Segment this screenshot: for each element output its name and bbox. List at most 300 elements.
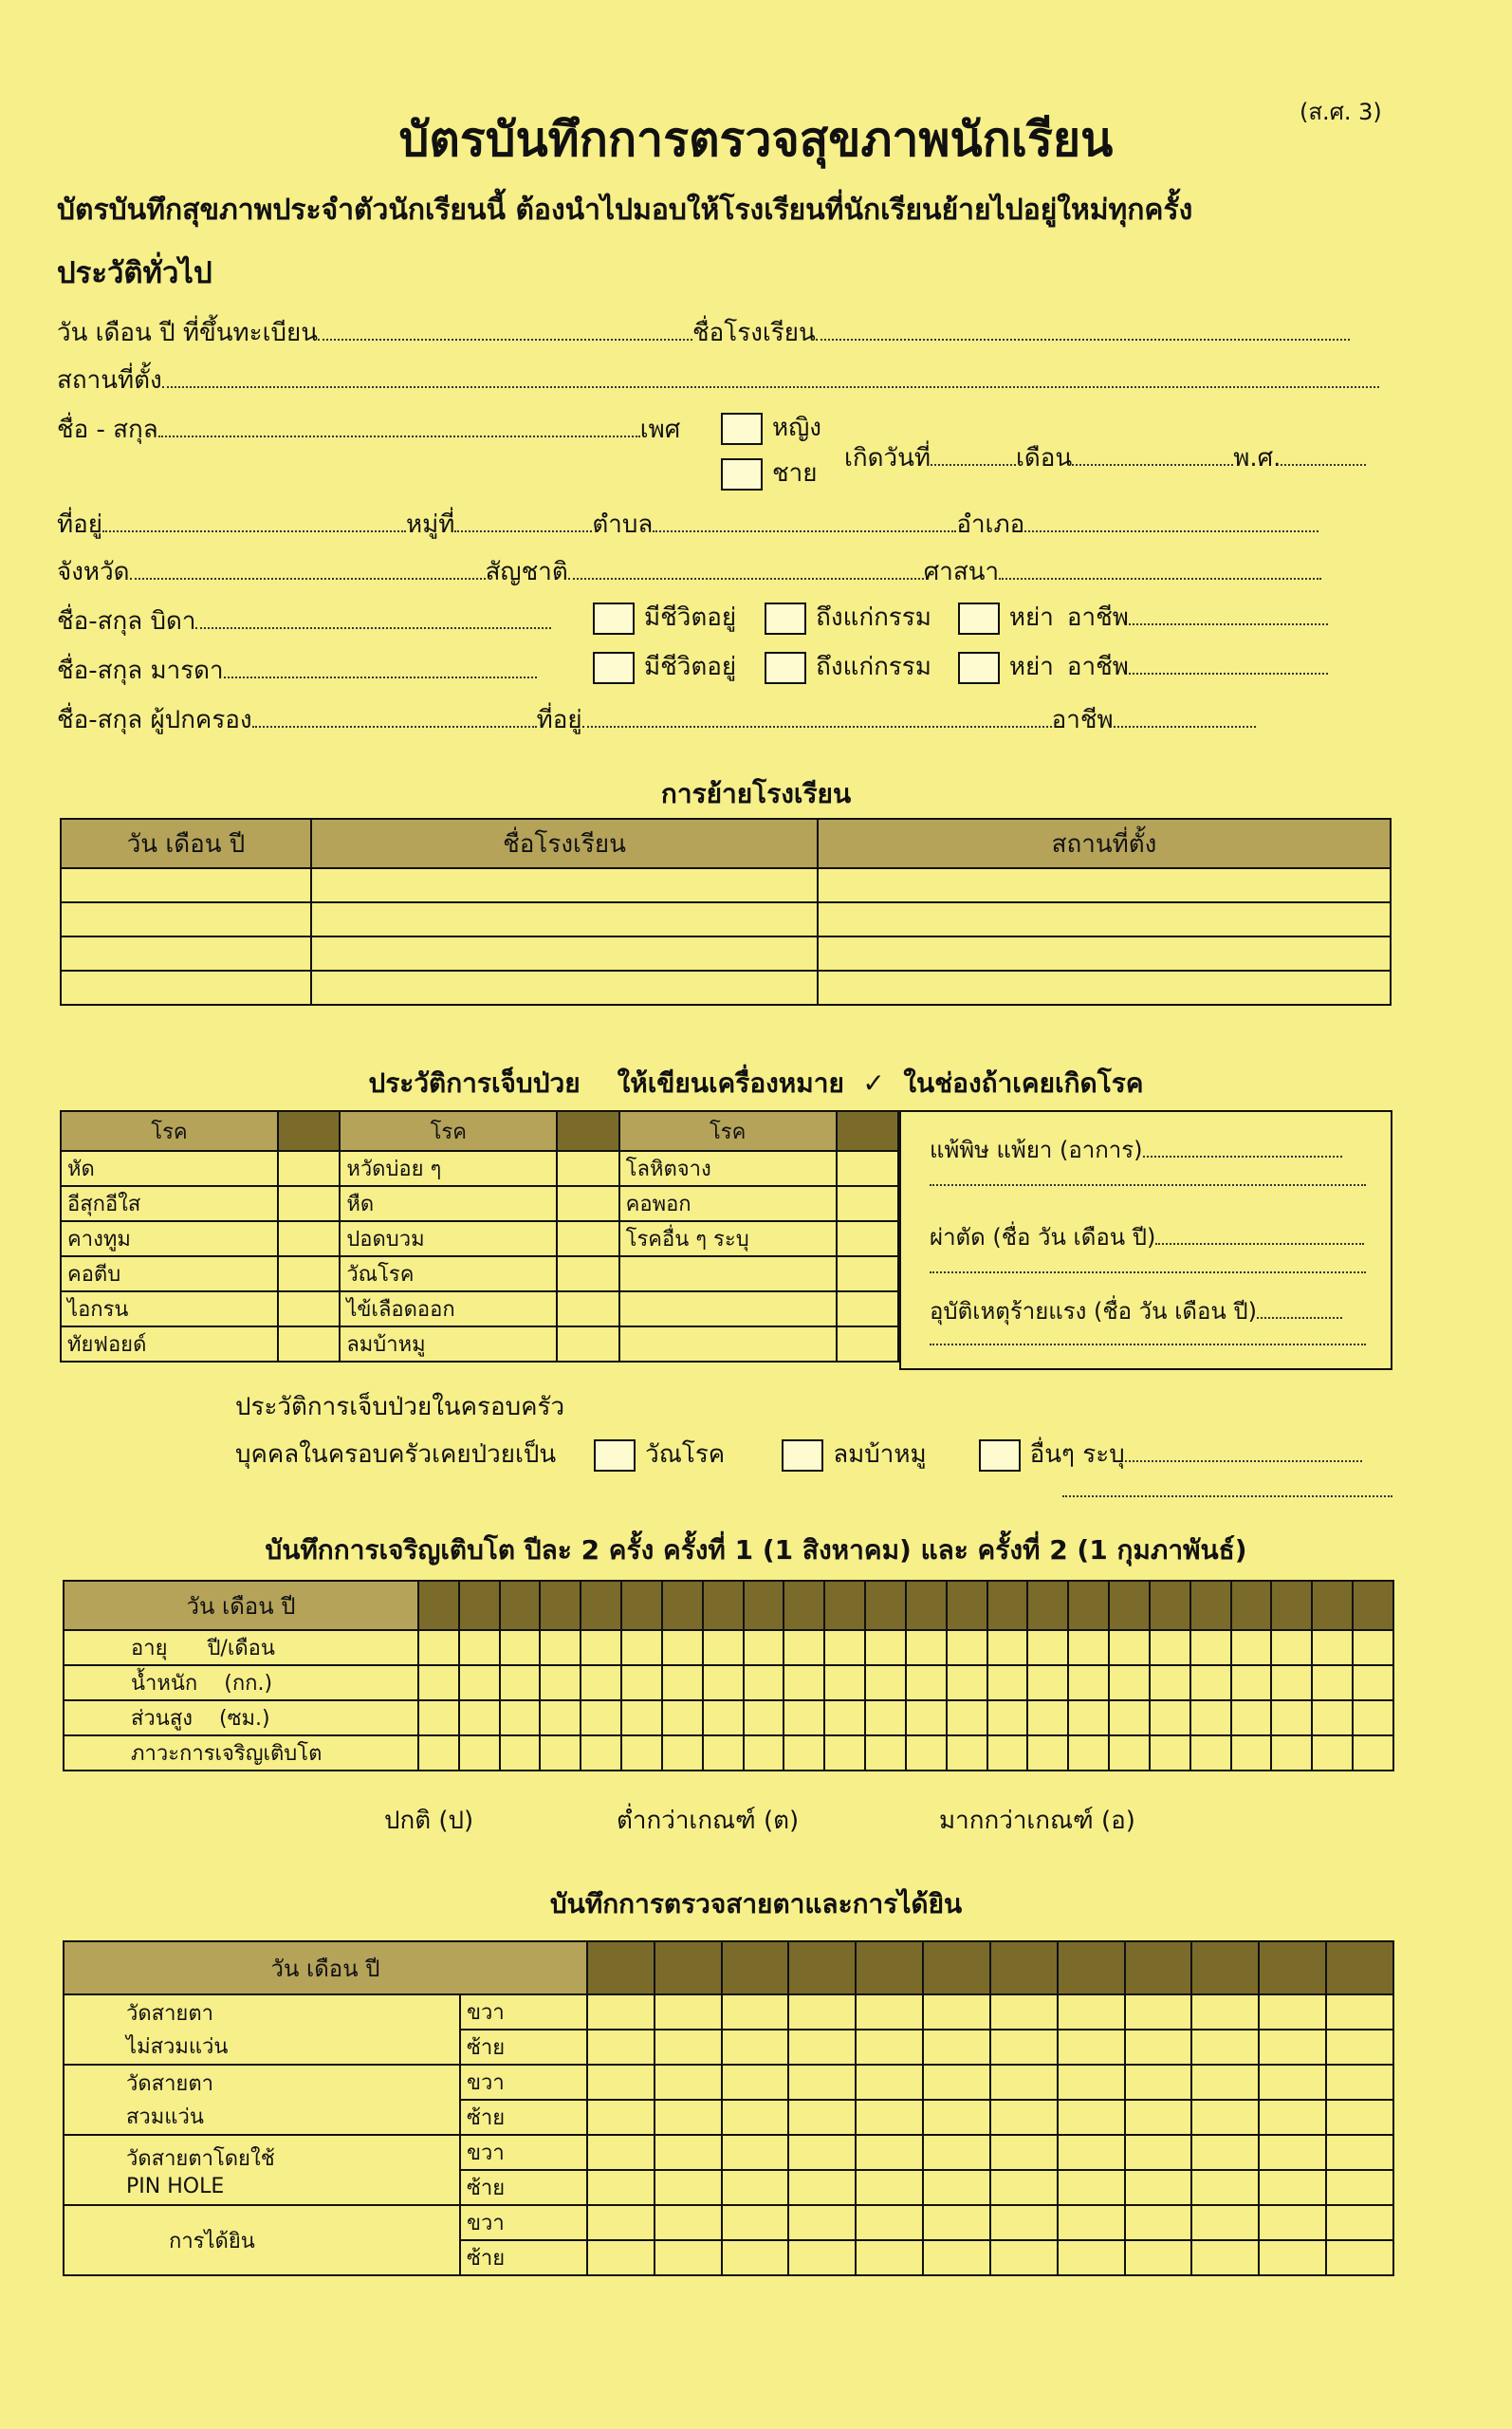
vision-value-cell[interactable] <box>788 2205 856 2240</box>
male-checkbox[interactable] <box>721 458 763 491</box>
vision-value-cell[interactable] <box>1259 2065 1326 2100</box>
school-name-field[interactable] <box>816 318 1350 341</box>
vision-value-cell[interactable] <box>722 2135 789 2170</box>
growth-date-cell[interactable] <box>1190 1581 1231 1630</box>
vision-value-cell[interactable] <box>1058 2135 1125 2170</box>
growth-value-cell[interactable] <box>540 1735 581 1771</box>
growth-value-cell[interactable] <box>824 1665 865 1700</box>
vision-value-cell[interactable] <box>1259 2100 1326 2135</box>
vision-value-cell[interactable] <box>1191 1994 1259 2030</box>
disease-check-cell[interactable] <box>278 1221 340 1256</box>
growth-value-cell[interactable] <box>1271 1630 1312 1665</box>
growth-value-cell[interactable] <box>1109 1630 1150 1665</box>
vision-value-cell[interactable] <box>788 2065 856 2100</box>
growth-value-cell[interactable] <box>703 1735 744 1771</box>
growth-value-cell[interactable] <box>1190 1630 1231 1665</box>
growth-date-cell[interactable] <box>1271 1581 1312 1630</box>
growth-value-cell[interactable] <box>418 1700 459 1735</box>
growth-value-cell[interactable] <box>500 1700 541 1735</box>
father-divorced-checkbox[interactable] <box>958 603 1000 635</box>
vision-value-cell[interactable] <box>587 2170 655 2205</box>
vision-value-cell[interactable] <box>990 2030 1058 2065</box>
vision-value-cell[interactable] <box>788 2100 856 2135</box>
growth-value-cell[interactable] <box>500 1665 541 1700</box>
growth-value-cell[interactable] <box>1109 1665 1150 1700</box>
growth-value-cell[interactable] <box>784 1735 824 1771</box>
guardian-field[interactable] <box>252 705 537 728</box>
growth-value-cell[interactable] <box>1312 1630 1353 1665</box>
accident-extra-line[interactable] <box>930 1344 1366 1345</box>
growth-date-cell[interactable] <box>581 1581 621 1630</box>
vision-value-cell[interactable] <box>856 1994 923 2030</box>
vision-value-cell[interactable] <box>1326 2240 1393 2275</box>
growth-value-cell[interactable] <box>824 1630 865 1665</box>
vision-value-cell[interactable] <box>722 2170 789 2205</box>
table-cell[interactable] <box>818 971 1391 1005</box>
vision-value-cell[interactable] <box>990 2170 1058 2205</box>
growth-value-cell[interactable] <box>906 1700 947 1735</box>
growth-value-cell[interactable] <box>987 1630 1028 1665</box>
family-other-checkbox[interactable] <box>979 1439 1021 1472</box>
vision-value-cell[interactable] <box>587 2100 655 2135</box>
vision-date-cell[interactable] <box>856 1941 923 1994</box>
growth-date-cell[interactable] <box>1312 1581 1353 1630</box>
vision-value-cell[interactable] <box>990 2240 1058 2275</box>
vision-value-cell[interactable] <box>1259 2030 1326 2065</box>
growth-value-cell[interactable] <box>1271 1700 1312 1735</box>
disease-check-cell[interactable] <box>557 1151 618 1186</box>
growth-value-cell[interactable] <box>1312 1665 1353 1700</box>
growth-date-cell[interactable] <box>784 1581 824 1630</box>
vision-value-cell[interactable] <box>856 2240 923 2275</box>
vision-value-cell[interactable] <box>856 2065 923 2100</box>
disease-check-cell[interactable] <box>557 1291 618 1326</box>
vision-value-cell[interactable] <box>1259 2240 1326 2275</box>
family-other-field[interactable] <box>1125 1439 1362 1462</box>
growth-date-cell[interactable] <box>418 1581 459 1630</box>
vision-value-cell[interactable] <box>923 2240 990 2275</box>
vision-value-cell[interactable] <box>1326 1994 1393 2030</box>
vision-value-cell[interactable] <box>856 2170 923 2205</box>
vision-value-cell[interactable] <box>655 1994 722 2030</box>
growth-value-cell[interactable] <box>784 1630 824 1665</box>
growth-value-cell[interactable] <box>744 1700 784 1735</box>
growth-value-cell[interactable] <box>1190 1735 1231 1771</box>
table-cell[interactable] <box>311 971 818 1005</box>
growth-value-cell[interactable] <box>1231 1665 1272 1700</box>
growth-value-cell[interactable] <box>784 1700 824 1735</box>
growth-date-cell[interactable] <box>540 1581 581 1630</box>
father-occupation-field[interactable] <box>1129 603 1328 625</box>
growth-value-cell[interactable] <box>418 1735 459 1771</box>
vision-value-cell[interactable] <box>722 1994 789 2030</box>
growth-value-cell[interactable] <box>459 1630 500 1665</box>
vision-value-cell[interactable] <box>856 2205 923 2240</box>
growth-value-cell[interactable] <box>703 1630 744 1665</box>
vision-value-cell[interactable] <box>990 2205 1058 2240</box>
growth-value-cell[interactable] <box>1068 1665 1109 1700</box>
growth-date-cell[interactable] <box>662 1581 703 1630</box>
vision-value-cell[interactable] <box>923 2135 990 2170</box>
growth-value-cell[interactable] <box>1109 1735 1150 1771</box>
vision-value-cell[interactable] <box>1326 2065 1393 2100</box>
disease-check-cell[interactable] <box>278 1326 340 1362</box>
male-option[interactable] <box>721 454 817 492</box>
growth-value-cell[interactable] <box>1353 1735 1393 1771</box>
vision-date-cell[interactable] <box>1125 1941 1192 1994</box>
vision-value-cell[interactable] <box>923 2170 990 2205</box>
vision-value-cell[interactable] <box>1326 2170 1393 2205</box>
location-field[interactable] <box>162 365 1379 388</box>
growth-date-cell[interactable] <box>824 1581 865 1630</box>
vision-value-cell[interactable] <box>1191 2065 1259 2100</box>
vision-value-cell[interactable] <box>1259 2135 1326 2170</box>
father-alive-checkbox[interactable] <box>593 603 635 635</box>
vision-value-cell[interactable] <box>587 2030 655 2065</box>
vision-value-cell[interactable] <box>923 1994 990 2030</box>
vision-value-cell[interactable] <box>923 2100 990 2135</box>
vision-value-cell[interactable] <box>1058 2240 1125 2275</box>
growth-date-cell[interactable] <box>987 1581 1028 1630</box>
growth-value-cell[interactable] <box>947 1700 987 1735</box>
growth-value-cell[interactable] <box>459 1665 500 1700</box>
vision-value-cell[interactable] <box>1125 2170 1192 2205</box>
family-epilepsy-checkbox[interactable] <box>782 1439 823 1472</box>
vision-value-cell[interactable] <box>1125 2205 1192 2240</box>
vision-value-cell[interactable] <box>990 2135 1058 2170</box>
female-checkbox[interactable] <box>721 413 763 445</box>
growth-value-cell[interactable] <box>662 1665 703 1700</box>
vision-value-cell[interactable] <box>1058 2065 1125 2100</box>
disease-check-cell[interactable] <box>278 1186 340 1221</box>
mother-deceased-checkbox[interactable] <box>765 652 806 684</box>
growth-value-cell[interactable] <box>1150 1735 1190 1771</box>
vision-value-cell[interactable] <box>1058 2030 1125 2065</box>
growth-value-cell[interactable] <box>906 1665 947 1700</box>
growth-value-cell[interactable] <box>500 1630 541 1665</box>
growth-date-cell[interactable] <box>1068 1581 1109 1630</box>
allergy-extra-line[interactable] <box>930 1184 1366 1186</box>
growth-value-cell[interactable] <box>947 1630 987 1665</box>
subdistrict-field[interactable] <box>653 510 956 532</box>
growth-date-cell[interactable] <box>703 1581 744 1630</box>
growth-value-cell[interactable] <box>1231 1735 1272 1771</box>
vision-value-cell[interactable] <box>788 2240 856 2275</box>
disease-check-cell[interactable] <box>557 1186 618 1221</box>
vision-value-cell[interactable] <box>1191 2100 1259 2135</box>
vision-value-cell[interactable] <box>722 2240 789 2275</box>
growth-date-cell[interactable] <box>744 1581 784 1630</box>
vision-date-cell[interactable] <box>722 1941 789 1994</box>
disease-check-cell[interactable] <box>837 1221 898 1256</box>
father-deceased-checkbox[interactable] <box>765 603 806 635</box>
vision-value-cell[interactable] <box>1191 2030 1259 2065</box>
vision-value-cell[interactable] <box>722 2205 789 2240</box>
growth-value-cell[interactable] <box>744 1735 784 1771</box>
allergy-field[interactable] <box>1143 1135 1342 1158</box>
vision-value-cell[interactable] <box>856 2135 923 2170</box>
surgery-field[interactable] <box>1155 1222 1364 1245</box>
growth-value-cell[interactable] <box>1190 1665 1231 1700</box>
growth-value-cell[interactable] <box>1068 1735 1109 1771</box>
vision-value-cell[interactable] <box>655 2240 722 2275</box>
village-field[interactable] <box>454 510 592 532</box>
vision-value-cell[interactable] <box>1125 2065 1192 2100</box>
growth-value-cell[interactable] <box>865 1630 906 1665</box>
growth-value-cell[interactable] <box>418 1665 459 1700</box>
vision-value-cell[interactable] <box>1058 2170 1125 2205</box>
growth-value-cell[interactable] <box>540 1630 581 1665</box>
vision-date-cell[interactable] <box>1259 1941 1326 1994</box>
vision-date-cell[interactable] <box>655 1941 722 1994</box>
growth-date-cell[interactable] <box>459 1581 500 1630</box>
vision-value-cell[interactable] <box>1125 2100 1192 2135</box>
growth-value-cell[interactable] <box>540 1700 581 1735</box>
growth-date-cell[interactable] <box>947 1581 987 1630</box>
vision-value-cell[interactable] <box>1259 2170 1326 2205</box>
vision-value-cell[interactable] <box>923 2065 990 2100</box>
vision-value-cell[interactable] <box>1259 1994 1326 2030</box>
vision-date-cell[interactable] <box>788 1941 856 1994</box>
growth-value-cell[interactable] <box>1068 1700 1109 1735</box>
vision-value-cell[interactable] <box>587 2205 655 2240</box>
vision-value-cell[interactable] <box>856 2030 923 2065</box>
growth-value-cell[interactable] <box>418 1630 459 1665</box>
vision-value-cell[interactable] <box>1058 2205 1125 2240</box>
growth-value-cell[interactable] <box>581 1630 621 1665</box>
vision-value-cell[interactable] <box>788 2170 856 2205</box>
disease-check-cell[interactable] <box>557 1256 618 1291</box>
vision-value-cell[interactable] <box>788 2030 856 2065</box>
growth-value-cell[interactable] <box>1353 1630 1393 1665</box>
growth-value-cell[interactable] <box>987 1735 1028 1771</box>
vision-value-cell[interactable] <box>1058 1994 1125 2030</box>
growth-value-cell[interactable] <box>987 1665 1028 1700</box>
vision-value-cell[interactable] <box>1326 2135 1393 2170</box>
vision-value-cell[interactable] <box>587 1994 655 2030</box>
province-field[interactable] <box>130 557 486 580</box>
vision-value-cell[interactable] <box>655 2135 722 2170</box>
growth-value-cell[interactable] <box>1312 1700 1353 1735</box>
vision-date-cell[interactable] <box>587 1941 655 1994</box>
vision-date-cell[interactable] <box>1191 1941 1259 1994</box>
growth-date-cell[interactable] <box>500 1581 541 1630</box>
vision-value-cell[interactable] <box>990 1994 1058 2030</box>
vision-value-cell[interactable] <box>1125 2030 1192 2065</box>
table-cell[interactable] <box>61 868 311 902</box>
disease-check-cell[interactable] <box>837 1256 898 1291</box>
growth-value-cell[interactable] <box>621 1700 662 1735</box>
growth-value-cell[interactable] <box>621 1735 662 1771</box>
growth-value-cell[interactable] <box>1271 1665 1312 1700</box>
growth-value-cell[interactable] <box>703 1665 744 1700</box>
growth-date-cell[interactable] <box>1109 1581 1150 1630</box>
vision-value-cell[interactable] <box>1259 2205 1326 2240</box>
disease-check-cell[interactable] <box>837 1186 898 1221</box>
table-cell[interactable] <box>61 902 311 936</box>
table-cell[interactable] <box>818 936 1391 971</box>
growth-value-cell[interactable] <box>540 1665 581 1700</box>
birth-day-field[interactable] <box>931 443 1016 466</box>
growth-value-cell[interactable] <box>1027 1735 1068 1771</box>
growth-value-cell[interactable] <box>1150 1630 1190 1665</box>
father-field[interactable] <box>195 606 551 629</box>
vision-value-cell[interactable] <box>1125 2240 1192 2275</box>
growth-value-cell[interactable] <box>1231 1700 1272 1735</box>
disease-check-cell[interactable] <box>557 1221 618 1256</box>
vision-value-cell[interactable] <box>1191 2170 1259 2205</box>
vision-value-cell[interactable] <box>788 1994 856 2030</box>
vision-value-cell[interactable] <box>655 2100 722 2135</box>
growth-date-cell[interactable] <box>906 1581 947 1630</box>
growth-value-cell[interactable] <box>1027 1665 1068 1700</box>
vision-value-cell[interactable] <box>655 2170 722 2205</box>
vision-value-cell[interactable] <box>990 2100 1058 2135</box>
family-tb-checkbox[interactable] <box>594 1439 636 1472</box>
disease-check-cell[interactable] <box>278 1256 340 1291</box>
vision-value-cell[interactable] <box>1326 2100 1393 2135</box>
guardian-address-field[interactable] <box>582 705 1052 728</box>
growth-value-cell[interactable] <box>865 1665 906 1700</box>
growth-date-cell[interactable] <box>865 1581 906 1630</box>
mother-occupation-field[interactable] <box>1129 652 1328 675</box>
growth-value-cell[interactable] <box>1109 1700 1150 1735</box>
disease-check-cell[interactable] <box>278 1291 340 1326</box>
birth-month-field[interactable] <box>1072 443 1233 466</box>
table-cell[interactable] <box>311 936 818 971</box>
growth-value-cell[interactable] <box>865 1735 906 1771</box>
growth-value-cell[interactable] <box>459 1700 500 1735</box>
vision-value-cell[interactable] <box>1191 2135 1259 2170</box>
vision-date-cell[interactable] <box>1326 1941 1393 1994</box>
address-field[interactable] <box>102 510 406 532</box>
growth-value-cell[interactable] <box>1312 1735 1353 1771</box>
growth-value-cell[interactable] <box>1150 1700 1190 1735</box>
growth-value-cell[interactable] <box>906 1735 947 1771</box>
vision-value-cell[interactable] <box>990 2065 1058 2100</box>
growth-date-cell[interactable] <box>1353 1581 1393 1630</box>
vision-value-cell[interactable] <box>788 2135 856 2170</box>
growth-date-cell[interactable] <box>621 1581 662 1630</box>
disease-check-cell[interactable] <box>278 1151 340 1186</box>
growth-value-cell[interactable] <box>1068 1630 1109 1665</box>
growth-value-cell[interactable] <box>581 1700 621 1735</box>
disease-check-cell[interactable] <box>837 1291 898 1326</box>
vision-value-cell[interactable] <box>923 2030 990 2065</box>
guardian-occupation-field[interactable] <box>1114 705 1256 728</box>
growth-value-cell[interactable] <box>947 1735 987 1771</box>
disease-check-cell[interactable] <box>837 1151 898 1186</box>
vision-value-cell[interactable] <box>1326 2205 1393 2240</box>
growth-date-cell[interactable] <box>1150 1581 1190 1630</box>
growth-value-cell[interactable] <box>662 1735 703 1771</box>
disease-check-cell[interactable] <box>557 1326 618 1362</box>
religion-field[interactable] <box>999 557 1321 580</box>
vision-value-cell[interactable] <box>722 2100 789 2135</box>
vision-value-cell[interactable] <box>722 2065 789 2100</box>
table-cell[interactable] <box>818 868 1391 902</box>
growth-value-cell[interactable] <box>947 1665 987 1700</box>
reg-date-field[interactable] <box>318 318 692 341</box>
growth-value-cell[interactable] <box>1231 1630 1272 1665</box>
table-cell[interactable] <box>311 868 818 902</box>
vision-value-cell[interactable] <box>655 2065 722 2100</box>
growth-value-cell[interactable] <box>1353 1700 1393 1735</box>
vision-date-cell[interactable] <box>1058 1941 1125 1994</box>
family-other-extra-line[interactable] <box>1062 1495 1392 1497</box>
growth-value-cell[interactable] <box>500 1735 541 1771</box>
vision-date-cell[interactable] <box>923 1941 990 1994</box>
vision-value-cell[interactable] <box>1125 1994 1192 2030</box>
district-field[interactable] <box>1024 510 1318 532</box>
table-cell[interactable] <box>311 902 818 936</box>
vision-value-cell[interactable] <box>1326 2030 1393 2065</box>
growth-value-cell[interactable] <box>1190 1700 1231 1735</box>
surgery-extra-line[interactable] <box>930 1271 1366 1273</box>
growth-value-cell[interactable] <box>581 1735 621 1771</box>
growth-value-cell[interactable] <box>1353 1665 1393 1700</box>
fullname-field[interactable] <box>158 415 640 437</box>
growth-value-cell[interactable] <box>662 1630 703 1665</box>
vision-value-cell[interactable] <box>1125 2135 1192 2170</box>
vision-value-cell[interactable] <box>722 2030 789 2065</box>
growth-value-cell[interactable] <box>906 1630 947 1665</box>
growth-value-cell[interactable] <box>621 1630 662 1665</box>
birth-year-field[interactable] <box>1281 443 1366 466</box>
mother-alive-checkbox[interactable] <box>593 652 635 684</box>
vision-date-cell[interactable] <box>990 1941 1058 1994</box>
vision-value-cell[interactable] <box>655 2205 722 2240</box>
vision-value-cell[interactable] <box>587 2240 655 2275</box>
table-cell[interactable] <box>61 971 311 1005</box>
growth-value-cell[interactable] <box>1150 1665 1190 1700</box>
vision-value-cell[interactable] <box>923 2205 990 2240</box>
growth-value-cell[interactable] <box>824 1735 865 1771</box>
disease-check-cell[interactable] <box>837 1326 898 1362</box>
growth-value-cell[interactable] <box>1271 1735 1312 1771</box>
growth-value-cell[interactable] <box>744 1665 784 1700</box>
growth-value-cell[interactable] <box>662 1700 703 1735</box>
mother-divorced-checkbox[interactable] <box>958 652 1000 684</box>
growth-value-cell[interactable] <box>621 1665 662 1700</box>
accident-field[interactable] <box>1257 1296 1342 1319</box>
growth-value-cell[interactable] <box>744 1630 784 1665</box>
growth-value-cell[interactable] <box>459 1735 500 1771</box>
vision-value-cell[interactable] <box>587 2065 655 2100</box>
vision-value-cell[interactable] <box>587 2135 655 2170</box>
growth-value-cell[interactable] <box>1027 1630 1068 1665</box>
vision-value-cell[interactable] <box>1058 2100 1125 2135</box>
table-cell[interactable] <box>61 936 311 971</box>
growth-value-cell[interactable] <box>581 1665 621 1700</box>
vision-value-cell[interactable] <box>1191 2205 1259 2240</box>
growth-value-cell[interactable] <box>824 1700 865 1735</box>
nationality-field[interactable] <box>568 557 924 580</box>
growth-value-cell[interactable] <box>1027 1700 1068 1735</box>
growth-value-cell[interactable] <box>784 1665 824 1700</box>
vision-value-cell[interactable] <box>655 2030 722 2065</box>
growth-value-cell[interactable] <box>987 1700 1028 1735</box>
growth-value-cell[interactable] <box>865 1700 906 1735</box>
mother-field[interactable] <box>224 656 537 678</box>
growth-date-cell[interactable] <box>1027 1581 1068 1630</box>
growth-value-cell[interactable] <box>703 1700 744 1735</box>
table-cell[interactable] <box>818 902 1391 936</box>
vision-value-cell[interactable] <box>1191 2240 1259 2275</box>
growth-date-cell[interactable] <box>1231 1581 1272 1630</box>
female-option[interactable] <box>721 408 821 447</box>
vision-value-cell[interactable] <box>856 2100 923 2135</box>
